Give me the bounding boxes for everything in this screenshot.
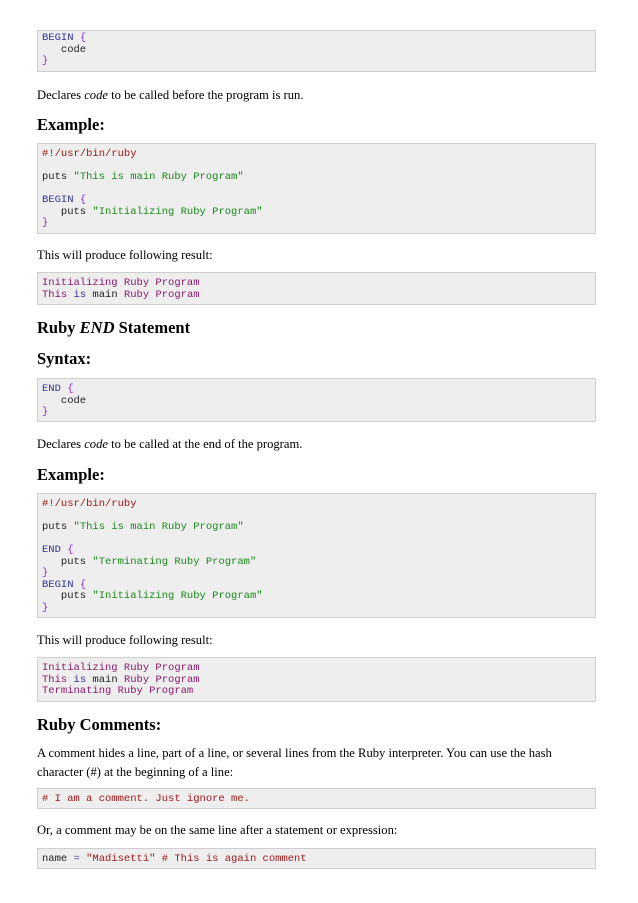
keyword: END bbox=[42, 543, 61, 556]
brace: { bbox=[60, 383, 74, 395]
output-text: Ruby Program bbox=[117, 288, 200, 301]
keyword: BEGIN bbox=[42, 32, 74, 44]
string-literal: "Initializing Ruby Program" bbox=[92, 590, 263, 603]
output-text: Initializing Ruby Program bbox=[42, 277, 200, 289]
code-block-comment-2 bbox=[37, 848, 596, 869]
brace: { bbox=[60, 543, 74, 556]
comment: # This is again comment bbox=[155, 853, 307, 865]
code-block-comment-1 bbox=[37, 788, 596, 809]
paragraph-result-2: This will produce following result: bbox=[37, 633, 213, 647]
shebang: #!/usr/bin/ruby bbox=[42, 148, 137, 160]
text: to be called before the program is run. bbox=[107, 88, 304, 102]
output-keyword: is bbox=[67, 288, 87, 301]
brace: } bbox=[42, 601, 49, 614]
comment: # I am a comment. Just ignore me. bbox=[42, 793, 250, 805]
text: Ruby bbox=[37, 318, 80, 337]
code-block-example-2 bbox=[37, 493, 596, 618]
brace: { bbox=[73, 578, 87, 591]
output-text: Initializing Ruby Program bbox=[42, 662, 200, 674]
string-literal: "This is main Ruby Program" bbox=[73, 170, 244, 183]
paragraph-inline-comment: Or, a comment may be on the same line after a statement or expression: bbox=[37, 823, 398, 837]
paragraph-comments-desc: A comment hides a line, part of a line, or several lines from the Ruby interpreter. You can use the hash character (#) at the beginning of a line: bbox=[37, 746, 552, 779]
identifier: name bbox=[42, 853, 68, 865]
heading-syntax: Syntax: bbox=[37, 349, 92, 368]
paragraph-end-desc bbox=[37, 435, 598, 454]
keyword: BEGIN bbox=[42, 578, 74, 591]
brace: } bbox=[42, 55, 49, 68]
string-literal: "This is main Ruby Program" bbox=[73, 520, 244, 533]
keyword: END bbox=[42, 383, 61, 395]
brace: { bbox=[73, 32, 87, 44]
output-text: main bbox=[86, 288, 118, 301]
string-literal: "Initializing Ruby Program" bbox=[92, 205, 263, 218]
output-keyword: is bbox=[67, 673, 87, 686]
code-line: code bbox=[42, 394, 87, 407]
brace: { bbox=[73, 193, 87, 206]
emphasis: END bbox=[79, 318, 115, 337]
code-block-end-syntax bbox=[37, 378, 596, 422]
text: Declares bbox=[37, 88, 85, 102]
string-literal: "Terminating Ruby Program" bbox=[92, 555, 257, 568]
code-token: puts bbox=[42, 555, 93, 568]
code-block-begin-syntax bbox=[37, 30, 596, 72]
paragraph-begin-desc bbox=[37, 86, 598, 105]
code-block-example-1 bbox=[37, 143, 596, 234]
text: Statement bbox=[114, 318, 191, 337]
output-text: Ruby Program bbox=[117, 673, 200, 686]
keyword: BEGIN bbox=[42, 193, 74, 206]
output-text: main bbox=[86, 673, 118, 686]
shebang: #!/usr/bin/ruby bbox=[42, 498, 137, 510]
operator: = bbox=[67, 853, 87, 865]
output-block-2 bbox=[37, 657, 596, 702]
paragraph-result-1: This will produce following result: bbox=[37, 248, 213, 262]
output-text: This bbox=[42, 673, 68, 686]
code-token: puts bbox=[42, 520, 74, 533]
heading-example-2: Example: bbox=[37, 465, 105, 484]
code-line: code bbox=[42, 43, 87, 56]
brace: } bbox=[42, 567, 49, 580]
brace: } bbox=[42, 406, 49, 419]
code-token: puts bbox=[42, 170, 74, 183]
heading-example-1: Example: bbox=[37, 115, 105, 134]
output-block-1 bbox=[37, 272, 596, 305]
text: to be called at the end of the program. bbox=[107, 437, 303, 451]
heading-ruby-comments: Ruby Comments: bbox=[37, 715, 162, 734]
heading-end-statement bbox=[37, 318, 190, 338]
code-token: puts bbox=[42, 205, 93, 218]
output-text: Terminating Ruby Program bbox=[42, 685, 194, 698]
emphasis: code bbox=[84, 437, 108, 451]
output-text: This bbox=[42, 288, 68, 301]
code-token: puts bbox=[42, 590, 93, 603]
text: Declares bbox=[37, 437, 85, 451]
string-literal: "Madisetti" bbox=[86, 853, 156, 865]
emphasis: code bbox=[84, 88, 108, 102]
brace: } bbox=[42, 217, 49, 230]
